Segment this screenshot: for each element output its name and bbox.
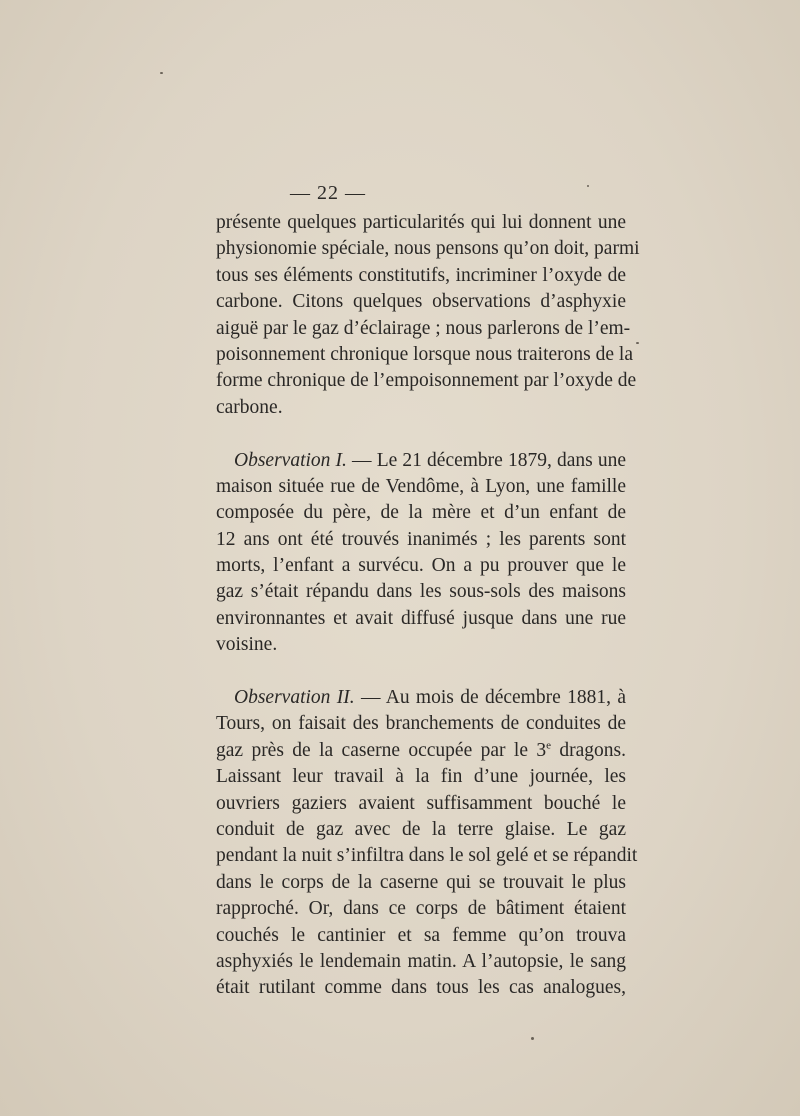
text-line: tous ses éléments constitutifs, incriminer l’oxyde de [216, 264, 626, 286]
text-line: physionomie spéciale, nous pensons qu’on doit, parmi [216, 238, 640, 260]
text-line: asphyxiés le lendemain matin. A l’autopsie, le sang [216, 950, 626, 972]
observation-1-heading-line [216, 448, 626, 474]
text-line: couchés le cantinier et sa femme qu’on trouva [216, 924, 626, 946]
text-line: forme chronique de l’empoisonnement par l’oxyde de [216, 370, 637, 392]
text-line: dans le corps de la caserne qui se trouvait le plus [216, 871, 626, 893]
paper-speck [531, 1037, 534, 1040]
text-line: présente quelques particularités qui lui donnent une [216, 212, 626, 233]
text-line: pendant la nuit s’infiltra dans le sol gelé et se répandit [216, 845, 638, 867]
text-line: carbone. [216, 396, 283, 418]
text-line: 12 ans ont été trouvés inanimés ; les parents sont [216, 528, 626, 550]
text-line: ouvriers gaziers avaient suffisamment bouché le [216, 792, 626, 814]
text-line: était rutilant comme dans tous les cas analogues, [216, 977, 626, 999]
text-line: gaz s’était répandu dans les sous-sols des maisons [216, 581, 626, 603]
text-line: morts, l’enfant a survécu. On a pu prouver que le [216, 555, 626, 577]
superscript: e [546, 739, 551, 752]
text-line: carbone. Citons quelques observations d’asphyxie [216, 291, 626, 313]
text-segment: dragons. [551, 739, 626, 761]
observation-1-intro: — Le 21 décembre 1879, dans une [346, 449, 627, 471]
observation-2-heading-line [216, 685, 626, 711]
text-line: conduit de gaz avec de la terre glaise. Le gaz [216, 818, 626, 840]
observation-1-title: Observation I. [234, 449, 347, 471]
text-segment: gaz près de la caserne occupée par le 3 [216, 739, 547, 761]
text-line: maison située rue de Vendôme, à Lyon, une famille [216, 475, 626, 497]
text-line: voisine. [216, 634, 278, 656]
text-line: composée du père, de la mère et d’un enfant de [216, 502, 626, 524]
text-line: environnantes et avait diffusé jusque dans une rue [216, 607, 626, 629]
observation-2-intro: — Au mois de décembre 1881, à [354, 687, 626, 709]
text-line: aiguë par le gaz d’éclairage ; nous parlerons de l’em- [216, 317, 631, 339]
text-line: poisonnement chronique lorsque nous traiterons de la [216, 343, 633, 365]
paper-speck [160, 72, 163, 74]
paper-speck [587, 185, 589, 187]
paper-speck [636, 342, 639, 344]
body-text [216, 210, 640, 1002]
text-line: Laissant leur travail à la fin d’une journée, les [216, 766, 626, 788]
text-line [216, 738, 626, 764]
page-number: — 22 — [290, 182, 366, 204]
text-line: rapproché. Or, dans ce corps de bâtiment étaient [216, 898, 626, 920]
observation-2-title: Observation II. [234, 687, 355, 709]
text-line: Tours, on faisait des branchements de conduites de [216, 713, 626, 735]
